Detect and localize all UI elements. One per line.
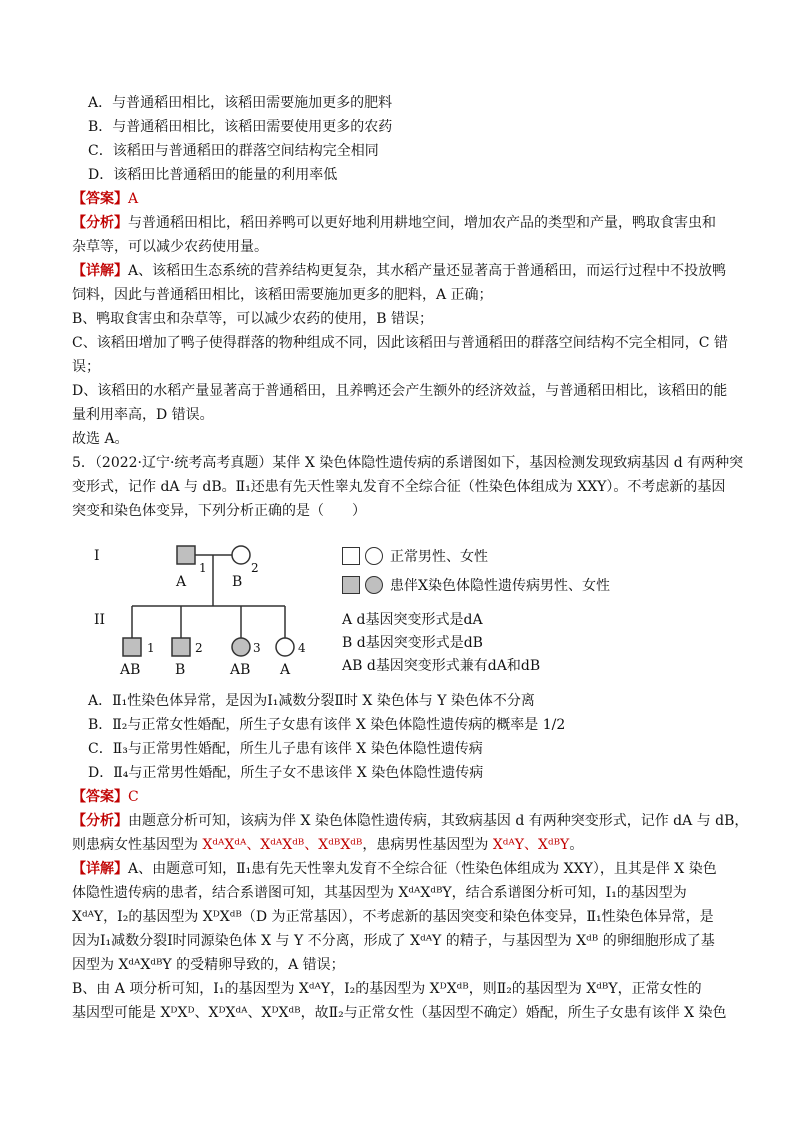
q5-detail-line-5: 因型为 XᵈᴬXᵈᴮY 的受精卵导致的，A 错误； xyxy=(72,957,345,973)
ii3-affected-female-symbol xyxy=(232,638,250,656)
q5-stem-line-2: 变形式，记作 dA 与 dB。Ⅱ₁还患有先天性睾丸发育不全综合征（性染色体组成为 XXY）。不考虑新的基因 xyxy=(72,479,726,495)
q5-analysis-line-2 xyxy=(72,834,734,856)
q4-option-b: B．与普通稻田相比，该稻田需要使用更多的农药 xyxy=(88,119,393,135)
generation-i-label: I xyxy=(94,548,100,564)
i2-number: 2 xyxy=(251,561,259,575)
q5-stem-line-1: 5．（2022·辽宁·统考高考真题）某伴 X 染色体隐性遗传病的系谱图如下，基因检测发现致病基因 d 有两种突 xyxy=(72,455,744,471)
ii1-genotype-label: AB xyxy=(120,662,141,678)
q4-answer-line xyxy=(72,188,734,210)
q4-option-a: A．与普通稻田相比，该稻田需要施加更多的肥料 xyxy=(88,95,393,111)
answer-tag: 【答案】 xyxy=(72,191,128,207)
analysis-tag: 【分析】 xyxy=(72,215,128,231)
generation-ii-label: II xyxy=(94,612,106,628)
i1-number: 1 xyxy=(199,561,207,575)
legend-normal-female-symbol xyxy=(365,547,383,565)
i2-normal-female-symbol xyxy=(232,546,250,564)
legend-affected-text: 患伴X染色体隐性遗传病男性、女性 xyxy=(390,578,610,594)
ii1-affected-male-symbol xyxy=(123,638,141,656)
q4-option-d: D．该稻田比普通稻田的能量的利用率低 xyxy=(88,167,338,183)
analysis-tag: 【分析】 xyxy=(72,813,128,829)
q4-detail-line-2: 饲料，因此与普通稻田相比，该稻田需要施加更多的肥料，A 正确； xyxy=(72,287,493,303)
analysis-text: 与普通稻田相比，稻田养鸭可以更好地利用耕地空间，增加农产品的类型和产量，鸭取食害虫和 xyxy=(128,215,716,231)
detail-text: A、由题意可知，Ⅱ₁患有先天性睾丸发育不全综合征（性染色体组成为 XXY），且其是伴 X 染色 xyxy=(128,861,717,877)
q4-detail-line-1 xyxy=(72,260,734,282)
note-db: B d基因突变形式是dB xyxy=(342,635,483,651)
answer-value: A xyxy=(128,191,139,207)
q5-detail-line-4: 因为Ⅰ₁减数分裂Ⅰ时同源染色体 X 与 Y 不分离，形成了 XᵈᴬY 的精子，与基因型为 Xᵈᴮ 的卵细胞形成了基 xyxy=(72,933,715,949)
pedigree-figure xyxy=(80,532,680,682)
ii4-genotype-label: A xyxy=(280,662,291,678)
q5-detail-line-7: 基因型可能是 XᴰXᴰ、XᴰXᵈᴬ、XᴰXᵈᴮ，故Ⅱ₂与正常女性（基因型不确定）婚配，所生子女患有该伴 X 染色 xyxy=(72,1005,727,1021)
ii2-number: 2 xyxy=(195,641,203,655)
q5-detail-line-1 xyxy=(72,858,734,880)
q5-answer-line xyxy=(72,786,734,808)
ii2-affected-male-symbol xyxy=(172,638,190,656)
detail-text: A、该稻田生态系统的营养结构更复杂，其水稻产量还显著高于普通稻田，而运行过程中不投放鸭 xyxy=(128,263,727,279)
note-dadb: AB d基因突变形式兼有dA和dB xyxy=(342,658,541,674)
analysis-text: ，患病男性基因型为 xyxy=(362,837,493,853)
q4-detail-line-5: 误； xyxy=(72,359,100,375)
q4-conclusion: 故选 A。 xyxy=(72,431,129,447)
i1-affected-male-symbol xyxy=(177,546,195,564)
q4-detail-line-4: C、该稻田增加了鸭子使得群落的物种组成不同，因此该稻田与普通稻田的群落空间结构不完全相同，C 错 xyxy=(72,335,728,351)
q5-detail-line-3: XᵈᴬY，Ⅰ₂的基因型为 XᴰXᵈᴮ（D 为正常基因），不考虑新的基因突变和染色体变异，Ⅱ₁性染色体异常，是 xyxy=(72,909,714,925)
ii4-normal-female-symbol xyxy=(276,638,294,656)
q5-stem-line-3: 突变和染色体变异，下列分析正确的是（ ） xyxy=(72,503,366,519)
analysis-text: 。 xyxy=(569,837,584,853)
answer-tag: 【答案】 xyxy=(72,789,128,805)
q4-analysis-line-2: 杂草等，可以减少农药使用量。 xyxy=(72,239,268,255)
legend-normal-text: 正常男性、女性 xyxy=(390,549,488,565)
q5-option-b: B．Ⅱ₂与正常女性婚配，所生子女患有该伴 X 染色体隐性遗传病的概率是 1/2 xyxy=(88,717,566,733)
q4-option-c: C．该稻田与普通稻田的群落空间结构完全相同 xyxy=(88,143,379,159)
q4-detail-line-7: 量利用率高，D 错误。 xyxy=(72,407,214,423)
analysis-text: 则患病女性基因型为 xyxy=(72,837,203,853)
ii1-number: 1 xyxy=(147,641,155,655)
ii3-genotype-label: AB xyxy=(230,662,251,678)
detail-tag: 【详解】 xyxy=(72,861,128,877)
note-da: A d基因突变形式是dA xyxy=(342,612,483,628)
ii4-number: 4 xyxy=(298,641,306,655)
q5-option-c: C．Ⅱ₃与正常男性婚配，所生儿子患有该伴 X 染色体隐性遗传病 xyxy=(88,741,483,757)
legend-affected-male-symbol xyxy=(342,576,360,594)
q4-detail-line-6: D、该稻田的水稻产量显著高于普通稻田，且养鸭还会产生额外的经济效益，与普通稻田相比，该稻田的能 xyxy=(72,383,728,399)
analysis-text: 由题意分析可知，该病为伴 X 染色体隐性遗传病，其致病基因 d 有两种突变形式，记作 dA 与 dB， xyxy=(128,813,749,829)
female-genotypes: XᵈᴬXᵈᴬ、XᵈᴬXᵈᴮ、XᵈᴮXᵈᴮ xyxy=(202,837,363,853)
q5-detail-line-6: B、由 A 项分析可知，Ⅰ₁的基因型为 XᵈᴬY，Ⅰ₂的基因型为 XᴰXᵈᴮ，则Ⅱ₂的基因型为 XᵈᴮY，正常女性的 xyxy=(72,981,702,997)
i2-genotype-label: B xyxy=(232,574,243,590)
answer-value: C xyxy=(128,789,139,805)
legend-normal-male-symbol xyxy=(342,547,360,565)
male-genotypes: XᵈᴬY、XᵈᴮY xyxy=(492,837,570,853)
legend-affected-female-symbol xyxy=(365,576,383,594)
q5-option-d: D．Ⅱ₄与正常男性婚配，所生子女不患该伴 X 染色体隐性遗传病 xyxy=(88,765,484,781)
i1-genotype-label: A xyxy=(176,574,187,590)
q4-detail-line-3: B、鸭取食害虫和杂草等，可以减少农药的使用，B 错误； xyxy=(72,311,434,327)
q5-analysis-line-1 xyxy=(72,810,749,832)
pedigree-lines xyxy=(80,532,340,682)
q4-analysis-line-1 xyxy=(72,212,734,234)
q5-option-a: A．Ⅱ₁性染色体异常，是因为Ⅰ₁减数分裂Ⅱ时 X 染色体与 Y 染色体不分离 xyxy=(88,693,535,709)
ii2-genotype-label: B xyxy=(175,662,186,678)
ii3-number: 3 xyxy=(253,641,261,655)
detail-tag: 【详解】 xyxy=(72,263,128,279)
q5-detail-line-2: 体隐性遗传病的患者，结合系谱图可知，其基因型为 XᵈᴬXᵈᴮY，结合系谱图分析可知，Ⅰ₁的基因型为 xyxy=(72,885,687,901)
